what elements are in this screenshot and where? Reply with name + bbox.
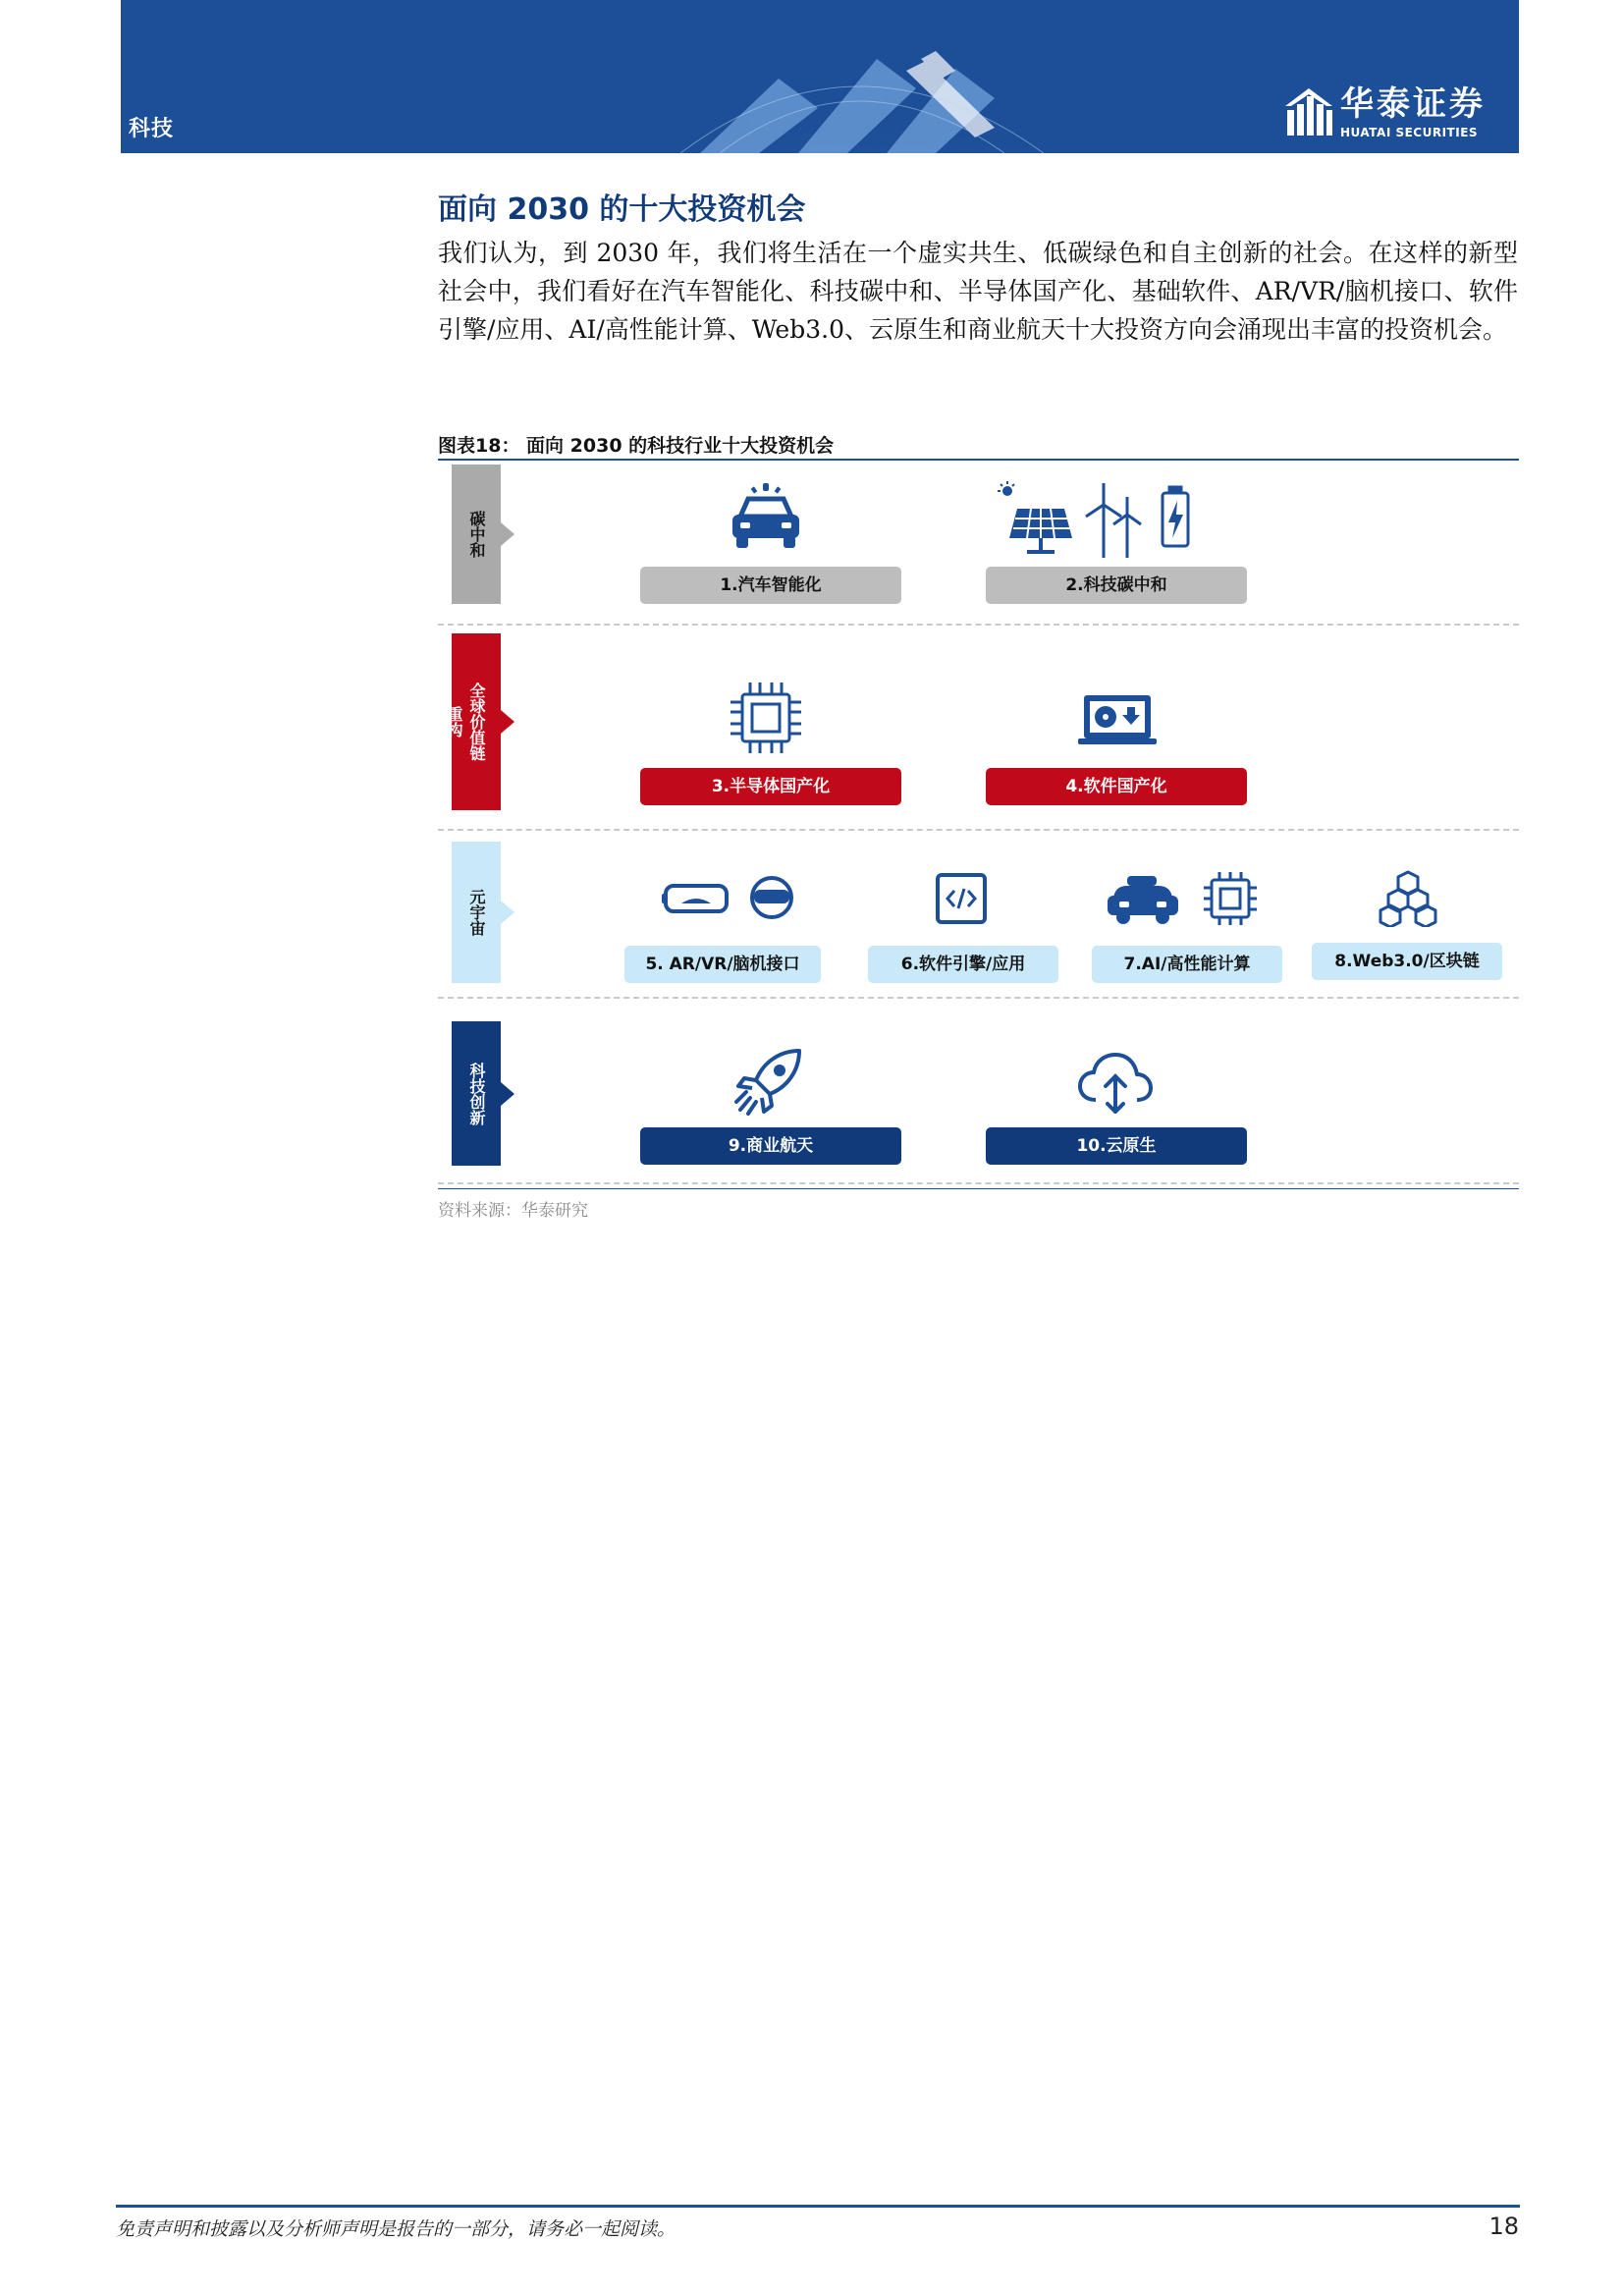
figure-source: 资料来源：华泰研究 [438, 1201, 588, 1221]
page-number: 18 [1488, 2213, 1519, 2240]
opportunity-pill-10: 10.云原生 [986, 1127, 1247, 1165]
opportunity-pill-7: 7.AI/高性能计算 [1092, 946, 1282, 983]
opportunity-pill-5: 5. AR/VR/脑机接口 [624, 946, 821, 983]
opportunity-pill-3: 3.半导体国产化 [640, 768, 901, 805]
row-tag-label: 全球价值链重构 [445, 683, 486, 761]
row-tag-tech-innovation [452, 1021, 501, 1166]
banner-decoration [582, 0, 1132, 153]
row-tag-label: 碳中和 [467, 511, 486, 558]
huatai-logo [1283, 82, 1509, 145]
logo-name-cn: 华泰证券 [1340, 84, 1486, 124]
opportunity-pill-6: 6.软件引擎/应用 [868, 946, 1058, 983]
rocket-icon [734, 1047, 803, 1116]
figure-bottom-rule [438, 1188, 1519, 1189]
blocks-icon [1379, 870, 1437, 927]
logo-name-en: HUATAI SECURITIES [1340, 126, 1479, 139]
code-icon [935, 872, 988, 925]
logo-mark-icon [1283, 86, 1334, 137]
opportunity-pill-2: 2.科技碳中和 [986, 567, 1247, 604]
opportunity-pill-1: 1.汽车智能化 [640, 567, 901, 604]
cloud-icon [1078, 1051, 1153, 1114]
opportunity-pill-4: 4.软件国产化 [986, 768, 1247, 805]
row-divider [438, 1182, 1519, 1184]
row-tag-carbon-neutral [452, 465, 501, 604]
row-tag-metaverse [452, 842, 501, 983]
header-banner [121, 0, 1519, 153]
car-icon [725, 483, 807, 552]
footer-disclaimer: 免责声明和披露以及分析师声明是报告的一部分，请务必一起阅读。 [116, 2218, 676, 2240]
vr-headset-icon [662, 874, 799, 923]
figure-title-rule [438, 459, 1519, 461]
section-label: 科技 [129, 117, 175, 141]
opportunity-pill-8: 8.Web3.0/区块链 [1312, 943, 1502, 980]
chip-icon [729, 681, 803, 755]
figure-title: 图表18： 面向 2030 的科技行业十大投资机会 [438, 435, 835, 457]
row-tag-global-value-chain [445, 633, 501, 810]
row-divider [438, 997, 1519, 999]
row-tag-label: 元宇宙 [467, 889, 486, 936]
solar-wind-battery-icon [998, 481, 1194, 560]
row-tag-label: 科技创新 [467, 1062, 486, 1125]
opportunity-pill-9: 9.商业航天 [640, 1127, 901, 1165]
autonomous-car-chip-icon [1106, 872, 1263, 927]
section-heading: 面向 2030 的十大投资机会 [438, 192, 806, 227]
body-paragraph: 我们认为，到 2030 年，我们将生活在一个虚实共生、低碳绿色和自主创新的社会。在这样的新型社会中，我们看好在汽车智能化、科技碳中和、半导体国产化、基础软件、AR/VR/脑机接口、软件引擎/应用、AI/高性能计算、Web3.0、云原生和商业航天十大投资方向会涌现出丰富的投资机会。 [438, 239, 1518, 344]
row-divider [438, 624, 1519, 626]
row-divider [438, 829, 1519, 831]
footer-rule [116, 2205, 1520, 2208]
figure-matrix [438, 462, 1519, 1188]
software-install-icon [1078, 693, 1157, 748]
